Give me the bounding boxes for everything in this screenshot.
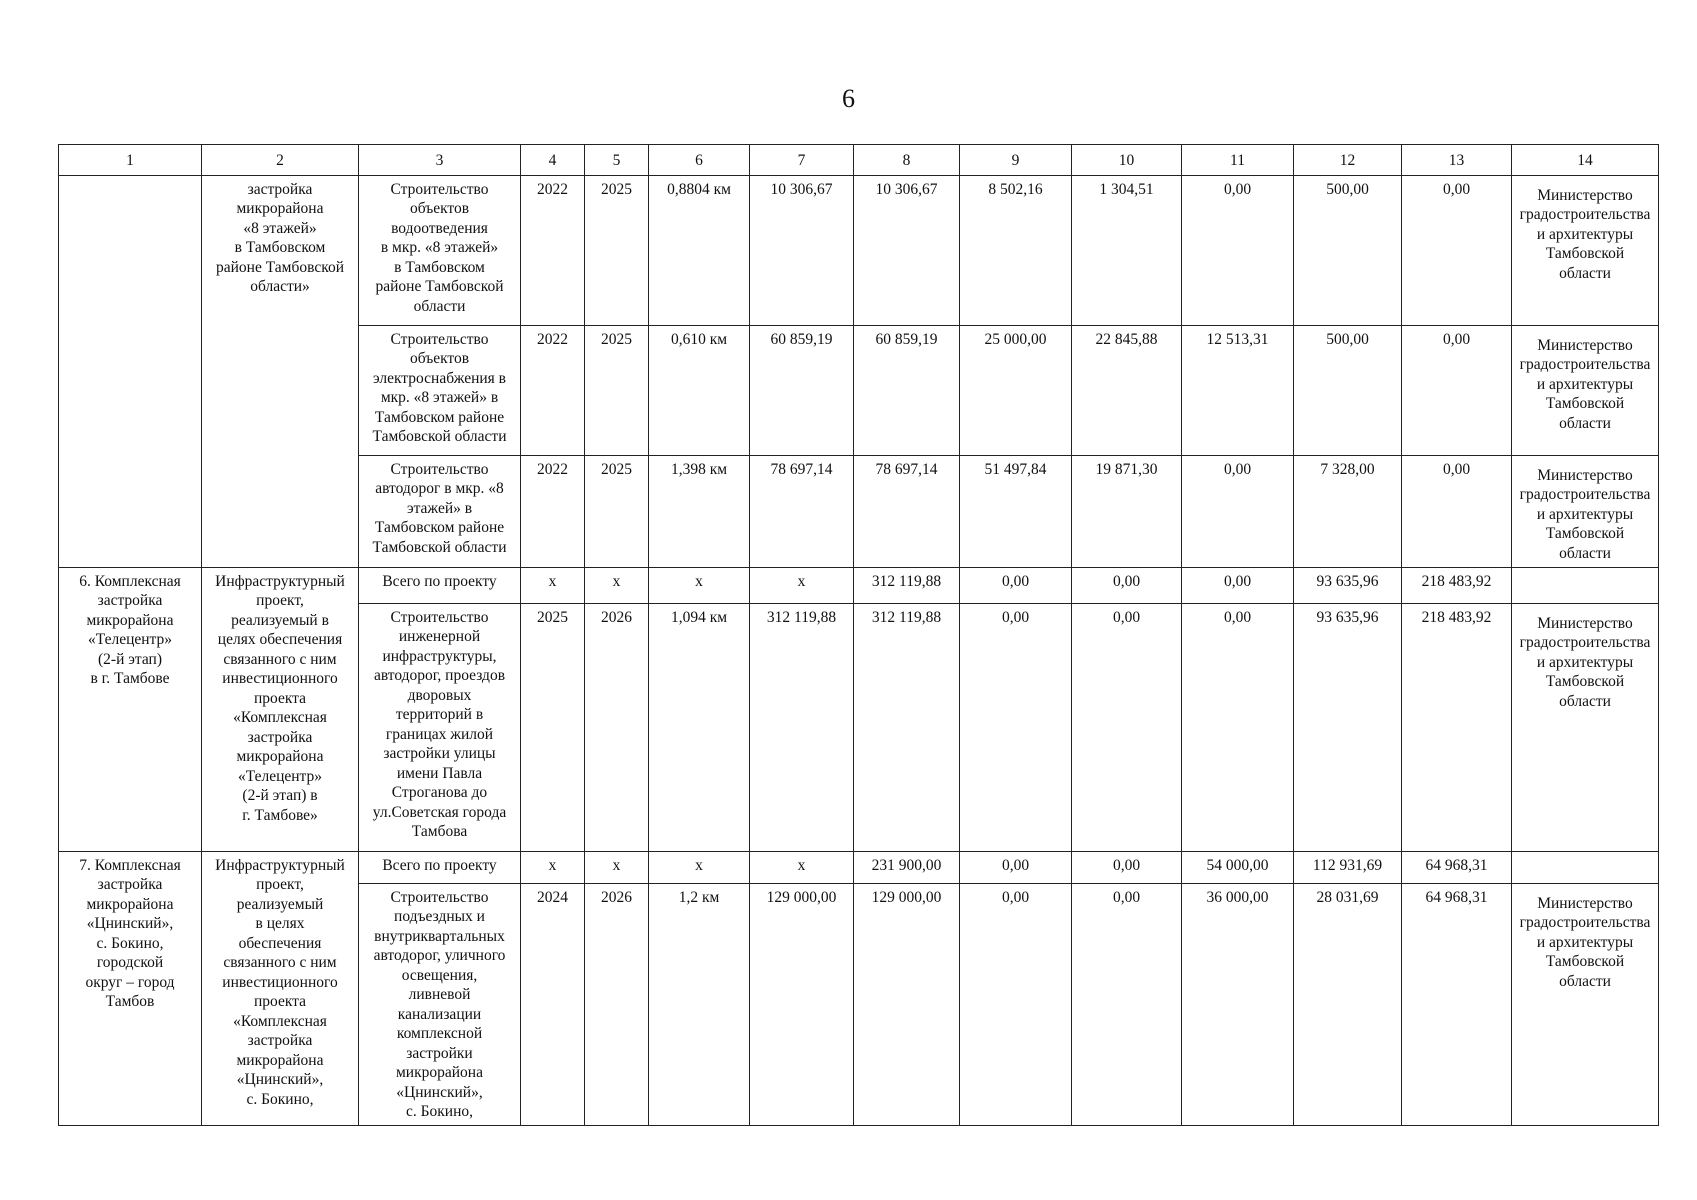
column-header: 8 — [854, 145, 960, 176]
value-cell: 0,00 — [960, 567, 1072, 603]
value-cell: 36 000,00 — [1182, 883, 1294, 1125]
value-cell: 0,00 — [1182, 567, 1294, 603]
start-year-cell: 2024 — [521, 883, 585, 1125]
column-number-row — [59, 145, 1659, 176]
value-cell: 7 328,00 — [1294, 455, 1402, 567]
value-cell: 8 502,16 — [960, 175, 1072, 325]
column-header: 6 — [649, 145, 750, 176]
column-header: 14 — [1512, 145, 1659, 176]
value-cell: 78 697,14 — [854, 455, 960, 567]
end-year-cell: 2026 — [585, 883, 649, 1125]
column-header: 11 — [1182, 145, 1294, 176]
value-cell: 0,00 — [1182, 455, 1294, 567]
end-year-cell: 2025 — [585, 455, 649, 567]
column-header: 5 — [585, 145, 649, 176]
value-cell: 129 000,00 — [854, 883, 960, 1125]
value-cell: 0,00 — [1072, 567, 1182, 603]
project-name-cell: 7. Комплексная застройка микрорайона «Цнинский», с. Бокино, городской округ – город Тамбов — [59, 851, 202, 1125]
value-cell: 0,00 — [1182, 603, 1294, 851]
column-header: 10 — [1072, 145, 1182, 176]
capacity-cell: x — [649, 851, 750, 883]
value-cell: 10 306,67 — [854, 175, 960, 325]
start-year-cell: x — [521, 851, 585, 883]
start-year-cell: 2022 — [521, 455, 585, 567]
responsible-cell: Министерство градостроительства и архитектуры Тамбовской области — [1512, 175, 1659, 325]
value-cell: 0,00 — [1072, 603, 1182, 851]
value-cell: 0,00 — [1182, 175, 1294, 325]
column-header: 13 — [1402, 145, 1512, 176]
value-cell: 19 871,30 — [1072, 455, 1182, 567]
activity-cell: Строительство объектов водоотведения в мкр. «8 этажей» в Тамбовском районе Тамбовской области — [359, 175, 521, 325]
responsible-cell: Министерство градостроительства и архитектуры Тамбовской области — [1512, 603, 1659, 851]
value-cell: 93 635,96 — [1294, 603, 1402, 851]
value-cell: 0,00 — [1402, 325, 1512, 455]
end-year-cell: x — [585, 851, 649, 883]
value-cell: 54 000,00 — [1182, 851, 1294, 883]
value-cell: 312 119,88 — [854, 567, 960, 603]
table-row — [59, 175, 1659, 325]
start-year-cell: 2025 — [521, 603, 585, 851]
value-cell: 0,00 — [960, 603, 1072, 851]
capacity-cell: 0,8804 км — [649, 175, 750, 325]
value-cell: 231 900,00 — [854, 851, 960, 883]
responsible-cell — [1512, 851, 1659, 883]
table-row — [59, 567, 1659, 603]
responsible-cell: Министерство градостроительства и архитектуры Тамбовской области — [1512, 455, 1659, 567]
value-cell: 112 931,69 — [1294, 851, 1402, 883]
responsible-cell — [1512, 567, 1659, 603]
value-cell: 51 497,84 — [960, 455, 1072, 567]
value-cell: 1 304,51 — [1072, 175, 1182, 325]
capacity-cell: x — [649, 567, 750, 603]
value-cell: 60 859,19 — [750, 325, 854, 455]
value-cell: 500,00 — [1294, 325, 1402, 455]
column-header: 3 — [359, 145, 521, 176]
end-year-cell: x — [585, 567, 649, 603]
page-number: 6 — [842, 84, 855, 113]
capacity-cell: 0,610 км — [649, 325, 750, 455]
activity-cell: Всего по проекту — [359, 567, 521, 603]
value-cell: 312 119,88 — [750, 603, 854, 851]
activity-cell: Строительство автодорог в мкр. «8 этажей» в Тамбовском районе Тамбовской области — [359, 455, 521, 567]
capacity-cell: 1,2 км — [649, 883, 750, 1125]
column-header: 9 — [960, 145, 1072, 176]
value-cell: 0,00 — [1072, 883, 1182, 1125]
column-header: 2 — [202, 145, 359, 176]
value-cell: 60 859,19 — [854, 325, 960, 455]
column-header: 1 — [59, 145, 202, 176]
value-cell: 312 119,88 — [854, 603, 960, 851]
project-type-cell: застройка микрорайона «8 этажей» в Тамбовском районе Тамбовской области» — [202, 175, 359, 567]
value-cell: 218 483,92 — [1402, 603, 1512, 851]
project-type-cell: Инфраструктурный проект, реализуемый в целях обеспечения связанного с ним инвестиционного проекта «Комплексная застройка микрорайона «Цнинский», с. Бокино, — [202, 851, 359, 1125]
column-header: 4 — [521, 145, 585, 176]
table-row — [59, 851, 1659, 883]
column-header: 12 — [1294, 145, 1402, 176]
value-cell: 28 031,69 — [1294, 883, 1402, 1125]
value-cell: 0,00 — [1402, 175, 1512, 325]
value-cell: 129 000,00 — [750, 883, 854, 1125]
responsible-cell: Министерство градостроительства и архитектуры Тамбовской области — [1512, 325, 1659, 455]
investment-projects-table — [58, 144, 1659, 1126]
value-cell: 64 968,31 — [1402, 851, 1512, 883]
value-cell: 500,00 — [1294, 175, 1402, 325]
project-type-cell: Инфраструктурный проект, реализуемый в целях обеспечения связанного с ним инвестиционного проекта «Комплексная застройка микрорайона «Телецентр» (2-й этап) в г. Тамбове» — [202, 567, 359, 851]
value-cell: 12 513,31 — [1182, 325, 1294, 455]
activity-cell: Всего по проекту — [359, 851, 521, 883]
value-cell: 0,00 — [960, 851, 1072, 883]
start-year-cell: x — [521, 567, 585, 603]
value-cell: x — [750, 851, 854, 883]
start-year-cell: 2022 — [521, 325, 585, 455]
value-cell: x — [750, 567, 854, 603]
value-cell: 93 635,96 — [1294, 567, 1402, 603]
project-name-cell — [59, 175, 202, 567]
value-cell: 25 000,00 — [960, 325, 1072, 455]
value-cell: 0,00 — [960, 883, 1072, 1125]
capacity-cell: 1,094 км — [649, 603, 750, 851]
end-year-cell: 2025 — [585, 325, 649, 455]
activity-cell: Строительство объектов электроснабжения в мкр. «8 этажей» в Тамбовском районе Тамбовской области — [359, 325, 521, 455]
value-cell: 0,00 — [1402, 455, 1512, 567]
end-year-cell: 2026 — [585, 603, 649, 851]
start-year-cell: 2022 — [521, 175, 585, 325]
activity-cell: Строительство подъездных и внутриквартальных автодорог, уличного освещения, ливневой канализации комплексной застройки микрорайона «Цнинский», с. Бокино, — [359, 883, 521, 1125]
project-name-cell: 6. Комплексная застройка микрорайона «Телецентр» (2-й этап) в г. Тамбове — [59, 567, 202, 851]
value-cell: 10 306,67 — [750, 175, 854, 325]
activity-cell: Строительство инженерной инфраструктуры, автодорог, проездов дворовых территорий в границах жилой застройки улицы имени Павла Строганова до ул.Советская города Тамбова — [359, 603, 521, 851]
responsible-cell: Министерство градостроительства и архитектуры Тамбовской области — [1512, 883, 1659, 1125]
end-year-cell: 2025 — [585, 175, 649, 325]
value-cell: 64 968,31 — [1402, 883, 1512, 1125]
value-cell: 78 697,14 — [750, 455, 854, 567]
capacity-cell: 1,398 км — [649, 455, 750, 567]
value-cell: 0,00 — [1072, 851, 1182, 883]
value-cell: 218 483,92 — [1402, 567, 1512, 603]
column-header: 7 — [750, 145, 854, 176]
value-cell: 22 845,88 — [1072, 325, 1182, 455]
